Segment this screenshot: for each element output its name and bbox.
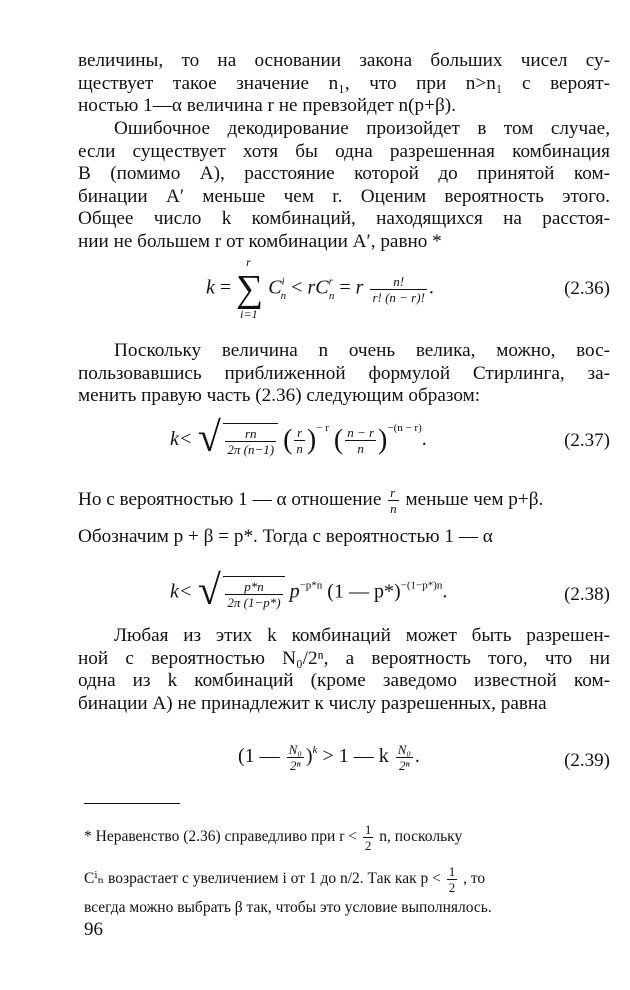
ratio-fraction: [287, 742, 304, 773]
fraction-numerator: n − r: [347, 424, 375, 440]
footnote-fraction: [447, 864, 458, 895]
text-line: ной с вероятностью N₀/2ⁿ, а вероятность того, что ни: [78, 647, 610, 669]
ratio-line: [78, 485, 610, 516]
text-line: менить правую часть (2.36) следующим образом:: [78, 385, 481, 407]
formula-lhs: k: [206, 276, 215, 299]
ratio-suffix: меньше чем p+β.: [405, 488, 544, 510]
fraction-numerator: r: [294, 425, 305, 441]
text-line: ностью 1—α величина r не превзойдет n(p+β).: [78, 95, 456, 117]
define-line: [78, 526, 610, 549]
fraction-numerator: rn: [225, 426, 276, 442]
footnote-text: , то: [463, 870, 486, 888]
ratio-fraction: [396, 742, 413, 773]
formula-2-37: [78, 415, 610, 468]
fraction-denominator: n: [296, 440, 303, 456]
text-line: пользовавшись приближенной формулой Стирлинга, за-: [78, 362, 610, 384]
text-line: ществует такое значение n₁, что при n>n₁ с вероят-: [78, 72, 610, 94]
sum-symbol: ∑ r i=1: [236, 255, 264, 321]
footnote-fraction: [363, 822, 374, 853]
fraction-numerator: 1: [364, 822, 372, 837]
ratio-prefix: Но с вероятностью 1 — α отношение: [78, 488, 382, 510]
text-line: если существует хотя бы одна разрешенная комбинация: [78, 140, 610, 162]
fraction-numerator: N₀: [397, 742, 411, 757]
equation-number: (2.36): [564, 278, 610, 299]
open-part: (1 —: [238, 745, 280, 768]
fraction-denominator: 2: [448, 880, 456, 895]
formula-body: k = ∑ r i=1 $C^i_n < rC^r_n = r$ $\frac{n!}{r! (n - r)!}$ .: [206, 255, 434, 321]
formula-2-39: [78, 738, 610, 788]
text-line: Любая из этих k комбинаций может быть разрешен-: [114, 625, 610, 646]
formula-2-36: [78, 255, 610, 332]
power-base: p: [289, 580, 300, 603]
text-line: нии не большем r от комбинации A′, равно *: [78, 230, 442, 252]
sum-upper-limit: r: [246, 255, 251, 269]
text-line: величины, то на основании закона больших чисел су-: [78, 50, 610, 71]
relation-less: <: [291, 276, 303, 299]
fraction-denominator: n: [357, 440, 364, 456]
square-root: [197, 415, 278, 462]
text-line: Поскольку величина n очень велика, можно, вос-: [114, 340, 610, 361]
close-paren: ): [305, 745, 313, 768]
footnote-text: Cⁱₙ возрастает с увеличением i от 1 до n/2. Так как p <: [84, 870, 441, 888]
text-line: Общее число k комбинаций, находящихся на расстоя-: [78, 208, 610, 230]
formula-lhs: k<: [170, 580, 193, 603]
fraction-denominator: 2π (1−p*): [227, 595, 281, 610]
text-line: бинации A′ меньше чем r. Оценим вероятность этого.: [78, 185, 610, 207]
square-root: [197, 568, 284, 614]
footnote-rule: [84, 803, 180, 804]
footnote-text: * Неравенство (2.36) справедливо при r <: [84, 828, 357, 846]
exponent: − r: [316, 422, 329, 434]
coefficient-r: r: [355, 276, 364, 299]
fraction-numerator: N₀: [288, 742, 302, 757]
formula-body: k< √ $\frac{rn}{2\pi (n-1)}$ ( $\frac{r}{n}$ )$^{- r}$ ( $\frac{n - r}{n}$ )$^{-(n - r)}$.: [170, 415, 427, 462]
radical-sign: √: [197, 568, 221, 614]
sum-lower-limit: i=1: [240, 307, 258, 321]
relation-part: > 1 — k: [322, 745, 389, 768]
equation-number: (2.39): [564, 750, 610, 771]
paragraph-2: [78, 118, 610, 254]
radical-sign: √: [197, 415, 221, 462]
fraction-denominator: n: [390, 501, 397, 516]
formula-body: k< √ $\frac{p*n}{2\pi (1-p*)}$ $p^{-p*n}$ (1 — p*)$^{-(1-p*)n}$.: [170, 568, 448, 614]
formula-2-38: [78, 568, 610, 620]
text-line: [78, 485, 610, 516]
footnote-line-3: всегда можно выбрать β так, чтобы это условие выполнялось.: [84, 899, 492, 916]
factorial-fraction: [370, 274, 426, 305]
fraction-denominator: r! (n − r)!: [372, 289, 425, 305]
paragraph-3: [78, 340, 610, 408]
fraction-denominator: 2ⁿ: [289, 758, 301, 773]
paragraph-4: [78, 625, 610, 715]
exponent: k: [312, 744, 318, 757]
paragraph-1: [78, 50, 610, 118]
middle-term: rC: [307, 276, 329, 299]
page-number: 96: [84, 919, 103, 940]
fraction-numerator: 1: [448, 864, 456, 879]
text-line: Ошибочное декодирование произойдет в том случае,: [114, 118, 610, 139]
fraction-numerator: n!: [370, 274, 426, 290]
equation-number: (2.38): [564, 584, 610, 605]
text-line: одна из k комбинаций (кроме заведомо известной ком-: [78, 670, 610, 692]
middle-term: (1 — p*): [327, 580, 401, 603]
exponent: −(1−p*)n: [400, 579, 443, 592]
fraction-numerator: r: [388, 485, 399, 501]
fraction-numerator: p*n: [225, 579, 282, 595]
formula-body: (1 — $\frac{\text{N₀}}{\text{2ⁿ}}$ )$^k$ > 1 — k $\frac{\text{N₀}}{\text{2ⁿ}}$ .: [238, 742, 420, 773]
footnote-line-1: [84, 822, 611, 853]
formula-lhs: k<: [170, 428, 193, 450]
text-line: бинации A) не принадлежит к числу разрешенных, равна: [78, 692, 547, 714]
fraction-denominator: 2π (n−1): [227, 442, 275, 458]
text-line: Обозначим p + β = p*. Тогда с вероятностью 1 — α: [78, 526, 493, 547]
exponent: −p*n: [299, 579, 323, 592]
fraction-denominator: 2: [364, 838, 372, 853]
footnote-line-2: [84, 864, 611, 895]
equation-number: (2.37): [564, 430, 610, 451]
relation-equal: =: [339, 276, 351, 299]
footnote-text: n, поскольку: [379, 828, 463, 846]
fraction-denominator: 2ⁿ: [399, 758, 410, 773]
text-line: B (помимо A), расстояние которой до принятой ком-: [78, 163, 610, 185]
exponent: −(n − r): [387, 422, 422, 434]
binomial-term: C: [268, 276, 282, 299]
ratio-fraction: [388, 485, 399, 516]
